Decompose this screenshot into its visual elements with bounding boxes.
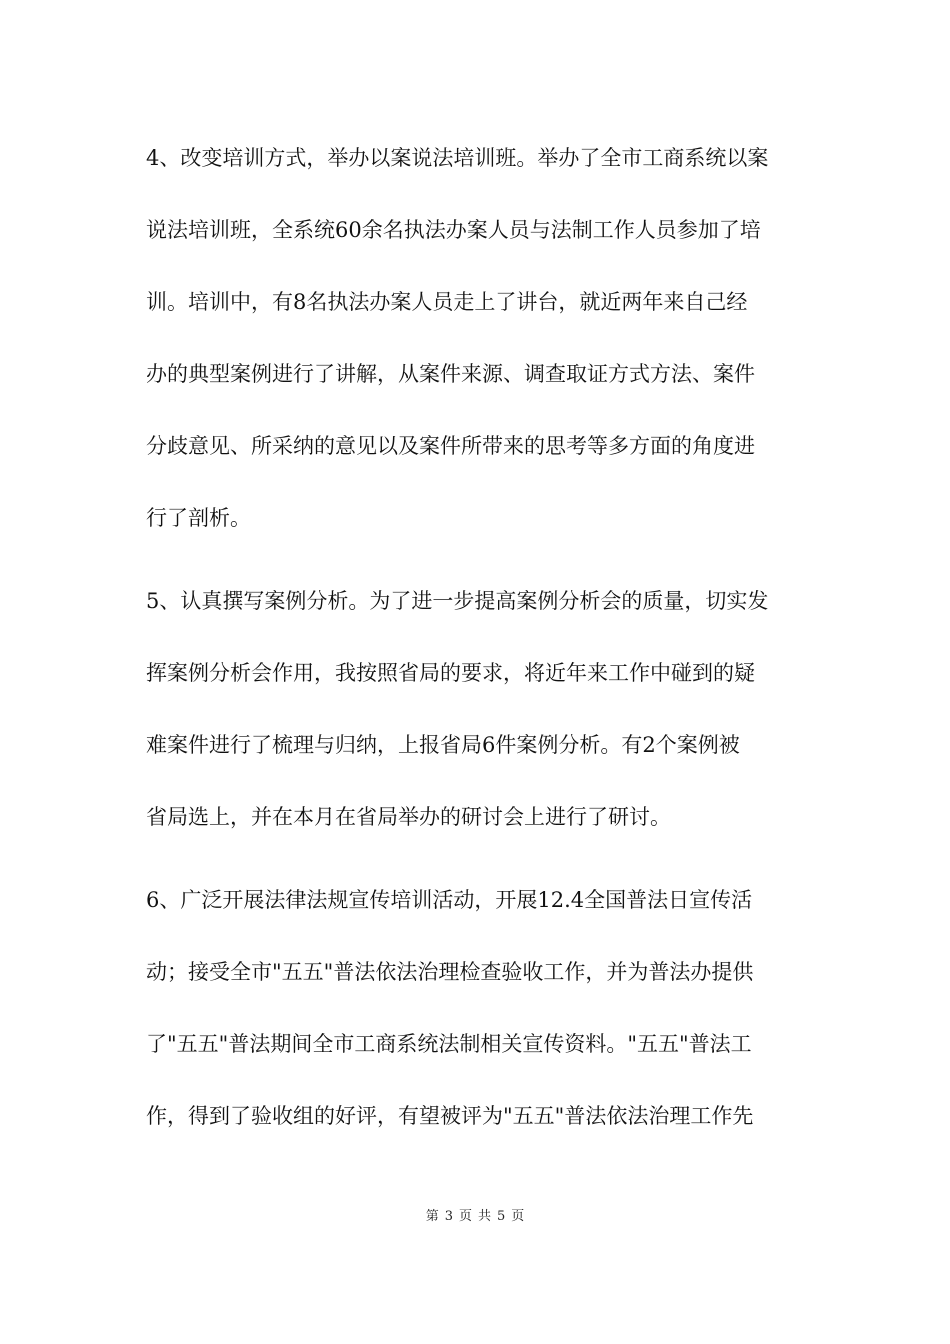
paragraph-4-line-1: 4、改变培训方式，举办以案说法培训班。举办了全市工商系统以案 xyxy=(146,146,769,170)
footer-total-unit: 页 xyxy=(511,1209,525,1224)
paragraph-5-line-4: 省局选上，并在本月在省局举办的研讨会上进行了研讨。 xyxy=(146,805,671,829)
footer-total-label: 共 xyxy=(478,1209,492,1224)
footer-total-pages: 5 xyxy=(497,1209,506,1224)
paragraph-6-line-2: 动；接受全市"五五"普法依法治理检查验收工作，并为普法办提供 xyxy=(146,960,754,984)
paragraph-4-line-4: 办的典型案例进行了讲解，从案件来源、调查取证方式方法、案件 xyxy=(146,362,755,386)
paragraph-6-line-1: 6、广泛开展法律法规宣传培训活动，开展12.4全国普法日宣传活 xyxy=(146,888,753,912)
paragraph-5-line-1: 5、认真撰写案例分析。为了进一步提高案例分析会的质量，切实发 xyxy=(146,589,769,613)
page-footer xyxy=(0,1208,950,1226)
footer-page-number: 3 xyxy=(444,1209,453,1224)
paragraph-6-line-3: 了"五五"普法期间全市工商系统法制相关宣传资料。"五五"普法工 xyxy=(146,1032,752,1056)
footer-page-label: 第 xyxy=(425,1209,439,1224)
paragraph-4-line-6: 行了剖析。 xyxy=(146,506,251,530)
paragraph-4-line-5: 分歧意见、所采纳的意见以及案件所带来的思考等多方面的角度进 xyxy=(146,434,755,458)
paragraph-6-line-4: 作，得到了验收组的好评，有望被评为"五五"普法依法治理工作先 xyxy=(146,1104,754,1128)
paragraph-4-line-3: 训。培训中，有8名执法办案人员走上了讲台，就近两年来自己经 xyxy=(146,290,748,314)
footer-page-unit: 页 xyxy=(458,1209,472,1224)
paragraph-5-line-3: 难案件进行了梳理与归纳，上报省局6件案例分析。有2个案例被 xyxy=(146,733,740,757)
paragraph-5-line-2: 挥案例分析会作用，我按照省局的要求，将近年来工作中碰到的疑 xyxy=(146,661,755,685)
paragraph-4-line-2: 说法培训班，全系统60余名执法办案人员与法制工作人员参加了培 xyxy=(146,218,761,242)
